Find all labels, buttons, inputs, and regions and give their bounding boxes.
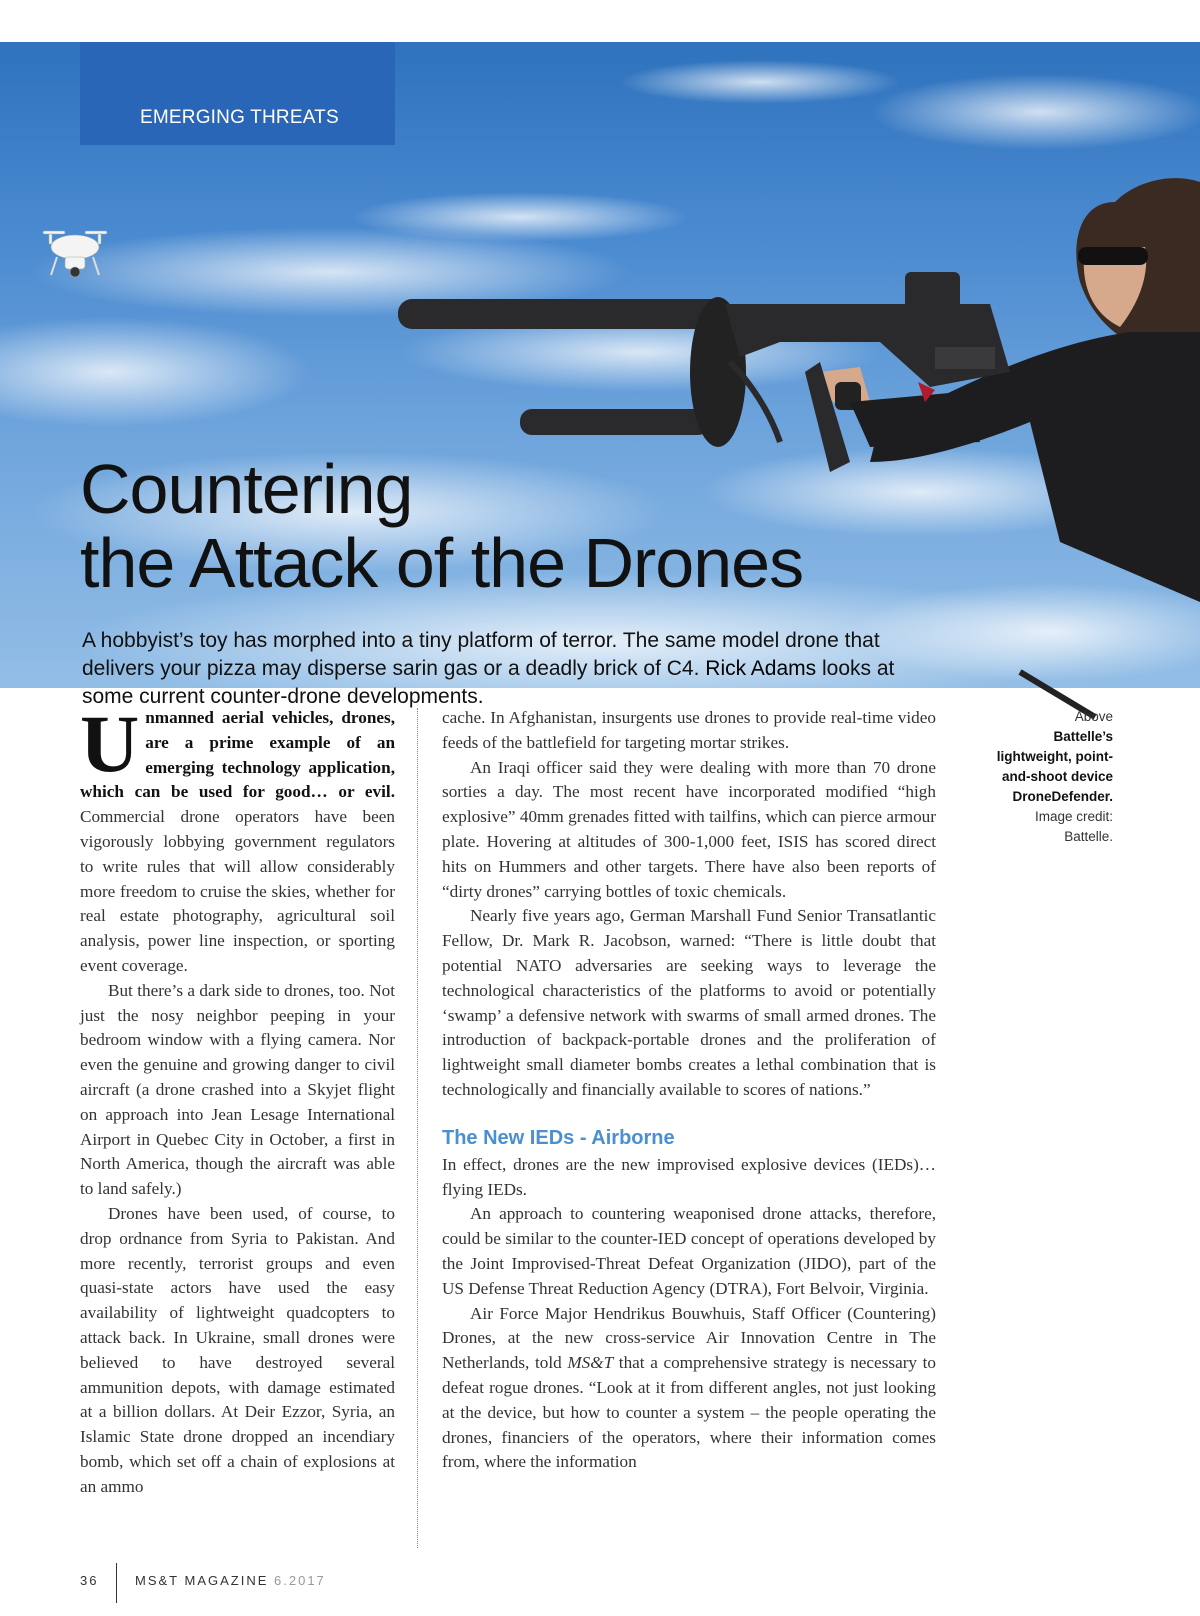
footer-divider: [116, 1563, 117, 1603]
author-name: Rick Adams: [705, 657, 817, 680]
body-column-1: [80, 698, 395, 1500]
publication-name: MS&T: [567, 1353, 614, 1373]
paragraph: [80, 698, 395, 979]
page-number: 36: [80, 1573, 99, 1588]
caption-credit: Image credit: Battelle.: [1034, 809, 1113, 844]
section-tab: EMERGING THREATS: [80, 42, 395, 145]
hero-photo: [0, 42, 1200, 708]
paragraph: But there’s a dark side to drones, too. Not just the nosy neighbor peeping in your bedroom window with a flying camera. Nor even the genuine and growing danger to civil aircraft (a drone crashed into a Skyjet flight on approach into Jean Lesage International Airport in Quebec City in October, a first in North America, though the aircraft was able to land safely.): [80, 980, 395, 1199]
body-column-2: [442, 706, 936, 1475]
paragraph-text: that a comprehensive strategy is necessary to defeat rogue drones. “Look at it from different angles, not just looking at the device, but how to counter a system – the people operating the drones, financiers of the operators, where their information comes from, where the information: [442, 1353, 937, 1472]
caption-above: Above: [1074, 709, 1113, 724]
paragraph: [442, 1302, 936, 1476]
issue-date: 6.2017: [274, 1573, 326, 1588]
standfirst-text: A hobbyist’s toy has morphed into a tiny platform of terror. The same model drone that delivers your pizza may disperse sarin gas or a deadly brick of C4.: [82, 629, 880, 680]
column-divider: [417, 708, 418, 1548]
paragraph: In effect, drones are the new improvised explosive devices (IEDs)… flying IEDs.: [442, 1154, 936, 1199]
magazine-name: [135, 1573, 326, 1588]
photo-caption: [985, 707, 1113, 847]
operator-figure: [819, 178, 1200, 602]
standfirst: [82, 627, 942, 711]
caption-description: Battelle’s lightweight, point-and-shoot device DroneDefender.: [996, 729, 1113, 804]
standfirst-after: looks at some current counter-drone developments.: [82, 657, 895, 708]
headline-line-1: Countering: [80, 450, 413, 528]
paragraph: An approach to countering weaponised drone attacks, therefore, could be similar to the counter-IED concept of operations developed by the Joint Improvised-Threat Defeat Organization (JIDO), part of the US Defense Threat Reduction Agency (DTRA), Fort Belvoir, Virginia.: [442, 1204, 936, 1298]
paragraph: cache. In Afghanistan, insurgents use drones to provide real-time video feeds of the battlefield for targeting mortar strikes.: [442, 708, 936, 752]
paragraph: Drones have been used, of course, to drop ordnance from Syria to Pakistan. And more recently, terrorist groups and even quasi-state actors have used the easy availability of lightweight quadcopters to attack back. In Ukraine, small drones were believed to have destroyed several ammunition depots, with damage estimated at a billion dollars. At Deir Ezzor, Syria, an Islamic State drone dropped an incendiary bomb, which set off a chain of explosions at an ammo: [80, 1203, 395, 1496]
paragraph: An Iraqi officer said they were dealing with more than 70 drone sorties a day. The most recent have incorporated modified “high explosive” 40mm grenades fitted with tailfins, which can pierce armour plate. Hovering at altitudes of 300-1,000 feet, ISIS has scored direct hits on Hummers and other targets. There have also been reports of “dirty drones” carrying bottles of toxic chemicals.: [442, 757, 936, 901]
paragraph-text: Air Force Major Hendrikus Bouwhuis, Staff Officer (Countering) Drones, at the new cross-service Air Innovation Centre in The Netherlands, told: [442, 1303, 936, 1373]
magazine-title: MS&T MAGAZINE: [135, 1573, 269, 1588]
paragraph: Nearly five years ago, German Marshall Fund Senior Transatlantic Fellow, Dr. Mark R. Jacobson, warned: “There is little doubt that potential NATO adversaries are seeking ways to leverage the technological characteristics of the platforms to avoid or potentially ‘swamp’ a defensive network with swarms of small armed drones. The introduction of backpack-portable drones and the proliferation of lightweight small diameter bombs creates a lethal combination that is technologically and financially available to scores of nations.”: [442, 906, 936, 1099]
lead-in: nmanned aerial vehicles, drones, are a prime example of an emerging technology application, which can be used for good… or evil.: [80, 708, 395, 802]
headline-line-2: the Attack of the Drones: [80, 524, 804, 602]
subheading: The New IEDs - Airborne: [442, 1126, 675, 1149]
headline: [80, 452, 803, 600]
drop-cap: U: [80, 698, 140, 789]
paragraph-text: Commercial drone operators have been vigorously lobbying government regulators to write rules that will allow considerably more freedom to cruise the skies, whether for real estate photography, agricultural soil analysis, power line inspection, or sporting event coverage.: [80, 807, 395, 975]
